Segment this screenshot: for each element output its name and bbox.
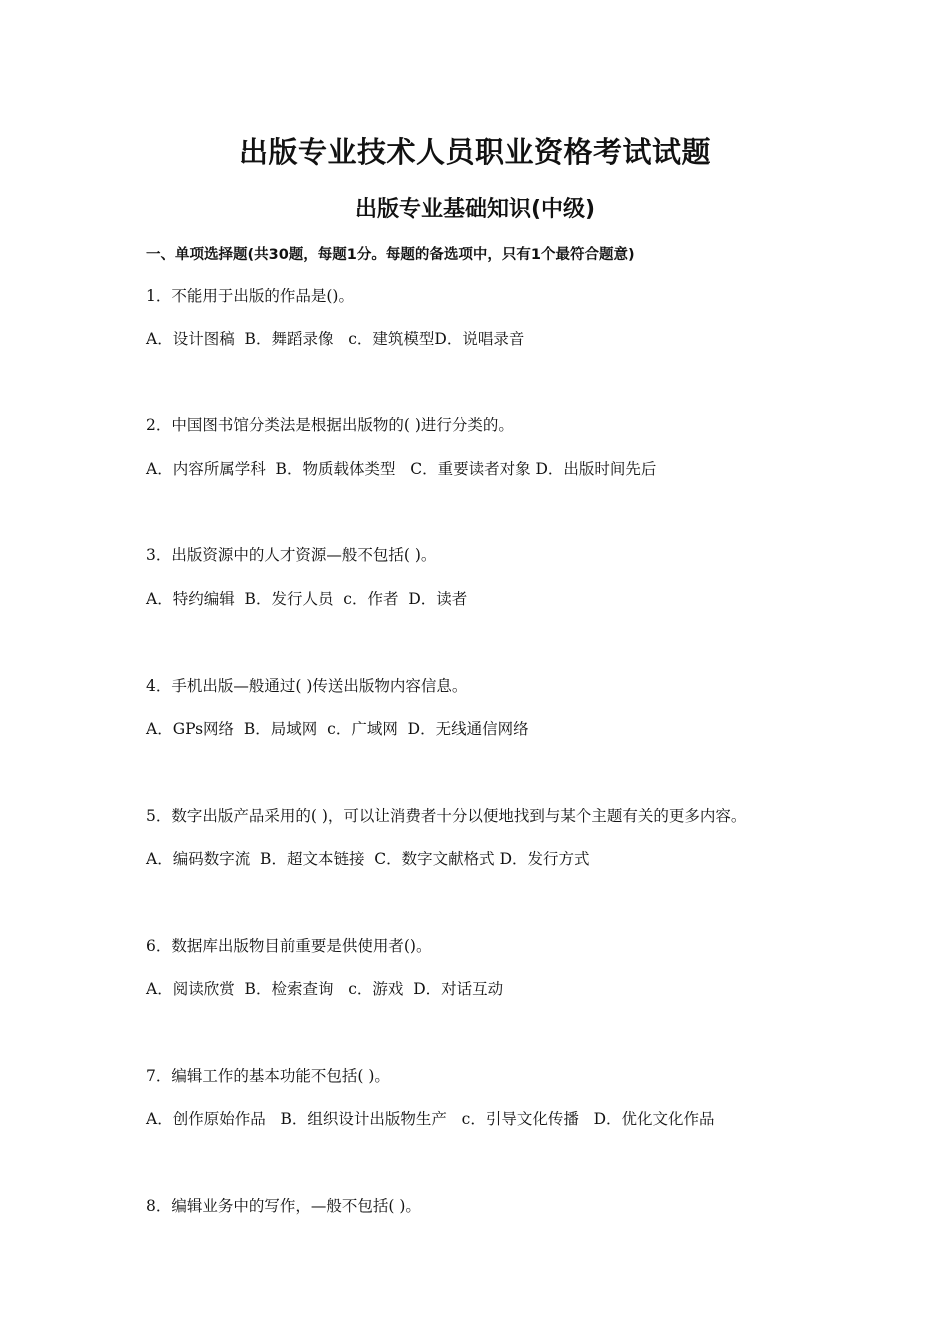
question-8-text: 8．编辑业务中的写作，—般不包括( )。 <box>146 1197 421 1215</box>
question-4-text: 4．手机出版—般通过( )传送出版物内容信息。 <box>146 677 468 695</box>
question-3-options: A．特约编辑 B．发行人员 c．作者 D．读者 <box>146 590 468 608</box>
question-5-text: 5．数字出版产品采用的( )，可以让消费者十分以便地找到与某个主题有关的更多内容。 <box>146 807 747 825</box>
question-3-text: 3．出版资源中的人才资源—般不包括( )。 <box>146 546 437 564</box>
question-7-options: A．创作原始作品 B．组织设计出版物生产 c．引导文化传播 D．优化文化作品 <box>146 1110 715 1128</box>
question-2-text: 2．中国图书馆分类法是根据出版物的( )进行分类的。 <box>146 416 514 434</box>
question-7-text: 7．编辑工作的基本功能不包括( )。 <box>146 1067 390 1085</box>
question-6-options: A．阅读欣赏 B．检索查询 c．游戏 D．对话互动 <box>146 980 504 998</box>
page-title: 出版专业技术人员职业资格考试试题 <box>238 135 711 169</box>
question-2-options: A．内容所属学科 B．物质载体类型 C．重要读者对象 D．出版时间先后 <box>146 460 657 478</box>
question-4-options: A．GPs网络 B．局域网 c．广域网 D．无线通信网络 <box>146 720 529 738</box>
question-6-text: 6．数据库出版物目前重要是供使用者()。 <box>146 937 432 955</box>
page-subtitle: 出版专业基础知识(中级) <box>354 197 596 222</box>
question-1-text: 1．不能用于出版的作品是()。 <box>146 287 354 305</box>
question-1-options: A．设计图稿 B．舞蹈录像 c．建筑模型D．说唱录音 <box>146 330 525 348</box>
section-heading: 一、单项选择题(共30题，每题1分。每题的备选项中，只有1个最符合题意) <box>146 247 635 263</box>
question-5-options: A．编码数字流 B．超文本链接 C．数字文献格式 D．发行方式 <box>146 850 590 868</box>
